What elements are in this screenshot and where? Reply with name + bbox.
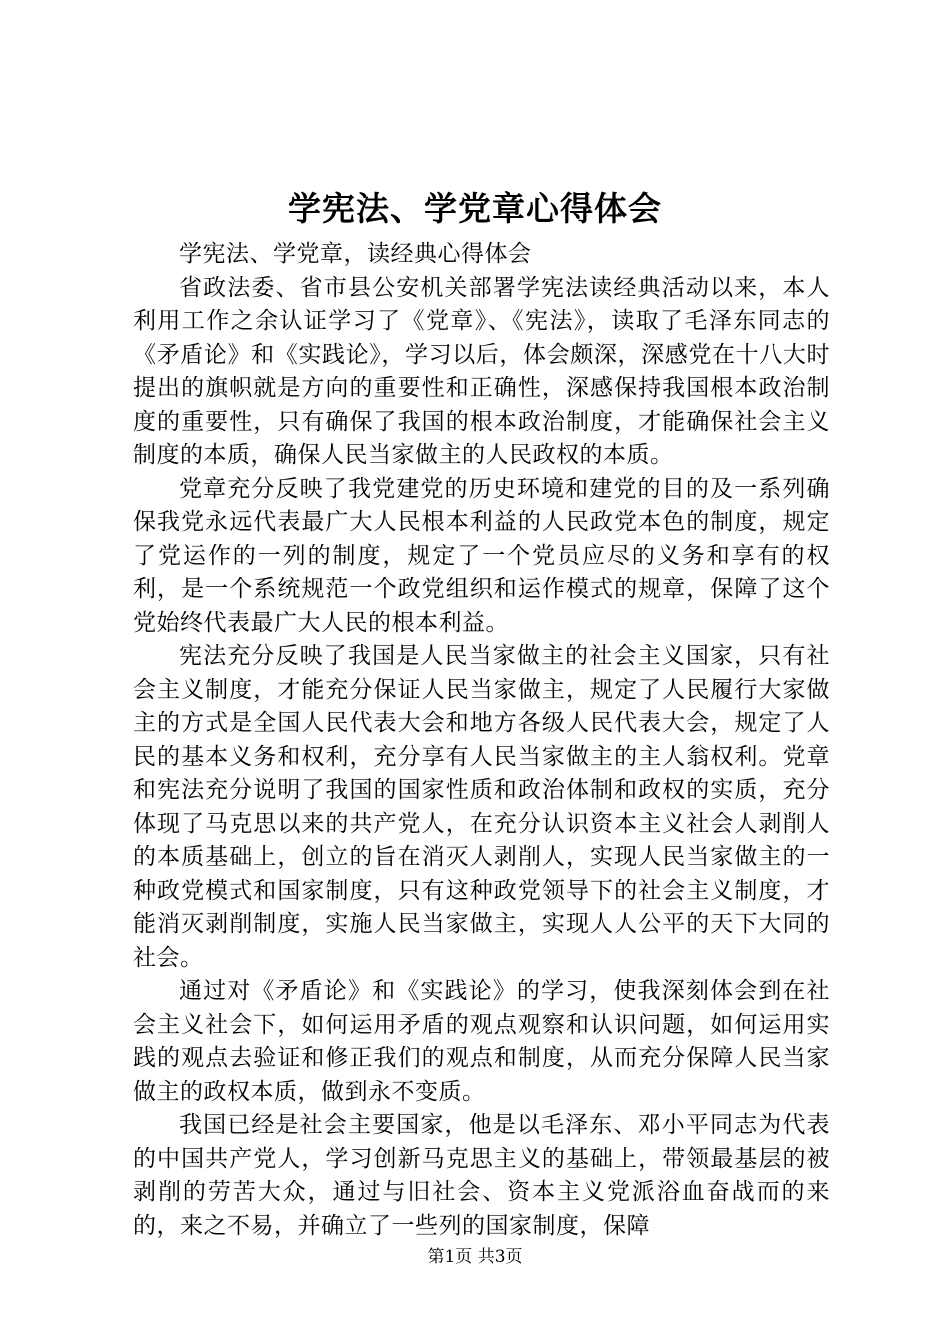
- body-paragraph: 党章充分反映了我党建党的历史环境和建党的目的及一系列确保我党永远代表最广大人民根本利益的人民政党本色的制度，规定了党运作的一列的制度，规定了一个党员应尽的义务和享有的权利，是一个系统规范一个政党组织和运作模式的规章，保障了这个党始终代表最广大人民的根本利益。: [133, 475, 830, 636]
- body-paragraph: 我国已经是社会主要国家，他是以毛泽东、邓小平同志为代表的中国共产党人，学习创新马克思主义的基础上，带领最基层的被剥削的劳苦大众，通过与旧社会、资本主义党派浴血奋战而的来的，来之不易，并确立了一些列的国家制度，保障: [133, 1112, 830, 1239]
- body-paragraph: 通过对《矛盾论》和《实践论》的学习，使我深刻体会到在社会主义社会下，如何运用矛盾的观点观察和认识问题，如何运用实践的观点去验证和修正我们的观点和制度，从而充分保障人民当家做主的政权本质，做到永不变质。: [133, 978, 830, 1105]
- body-paragraph: 省政法委、省市县公安机关部署学宪法读经典活动以来，本人利用工作之余认证学习了《党章》、《宪法》，读取了毛泽东同志的《矛盾论》和《实践论》，学习以后，体会颇深，深感党在十八大时提出的旗帜就是方向的重要性和正确性，深感保持我国根本政治制度的重要性，只有确保了我国的根本政治制度，才能确保社会主义制度的本质，确保人民当家做主的人民政权的本质。: [133, 274, 830, 468]
- document-body: [133, 238, 830, 1243]
- page-number-footer: 第1页 共3页: [427, 1247, 523, 1267]
- document-subtitle: 学宪法、学党章，读经典心得体会: [179, 241, 532, 267]
- body-paragraph: 宪法充分反映了我国是人民当家做主的社会主义国家，只有社会主义制度，才能充分保证人民当家做主，规定了人民履行大家做主的方式是全国人民代表大会和地方各级人民代表大会，规定了人民的基本义务和权利，充分享有人民当家做主的主人翁权利。党章和宪法充分说明了我国的国家性质和政治体制和政权的实质，充分体现了马克思以来的共产党人，在充分认识资本主义社会人剥削人的本质基础上，创立的旨在消灭人剥削人，实现人民当家做主的一种政党模式和国家制度，只有这种政党领导下的社会主义制度，才能消灭剥削制度，实施人民当家做主，实现人人公平的天下大同的社会。: [133, 643, 830, 971]
- document-title: 学宪法、学党章心得体会: [288, 189, 662, 228]
